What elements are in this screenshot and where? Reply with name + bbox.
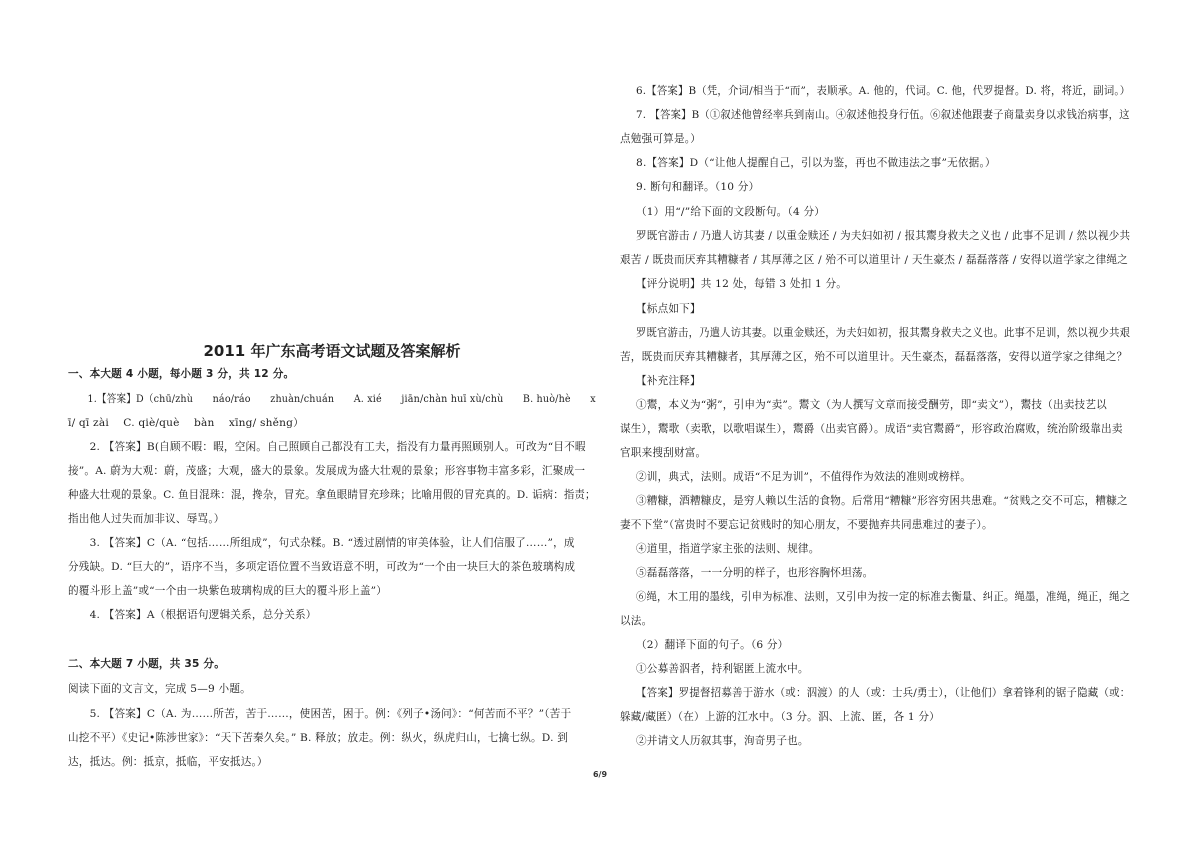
text-line: 山挖不平）《史记•陈涉世家》：“天下苦秦久矣。” B. 释放；放走。例：纵火，纵虎归山，七擒七纵。D. 到 <box>68 732 569 744</box>
text-line: 【答案】罗提督招募善于游水（或：泅渡）的人（或：士兵/勇士），（让他们）拿着锋利的锯子隐藏（或： <box>636 687 1131 699</box>
text-line: 阅读下面的文言文，完成 5—9 小题。 <box>68 683 251 695</box>
text-line: 2. 【答案】B(自顾不暇：暇，空闲。自己照顾自己都没有工夫，指没有力量再照顾别人。可改为“目不暇 <box>68 441 586 453</box>
text-line: 指出他人过失而加非议、辱骂。） <box>68 513 225 525</box>
text-line: 达，抵达。例：抵京，抵临，平安抵达。） <box>68 756 268 768</box>
text-line: ②训，典式，法则。成语“不足为训”，不值得作为效法的准则或榜样。 <box>636 471 972 483</box>
text-line: 官职来搜刮财富。 <box>620 447 707 459</box>
text-line: 点勉强可算是。） <box>620 133 702 145</box>
text-line: ③糟糠，酒糟糠皮，是穷人赖以生活的食物。后常用“糟糠”形容穷困共患难。“贫贱之交不可忘，糟糠之 <box>636 495 1128 507</box>
text-line: 【标点如下】 <box>636 303 701 315</box>
page-number: 6/9 <box>592 770 608 779</box>
text-line: （2）翻译下面的句子。（6 分） <box>636 639 789 651</box>
text-line: 7. 【答案】B（①叙述他曾经率兵到南山。④叙述他投身行伍。⑥叙述他跟妻子商量卖身以求钱治病事，这 <box>636 109 1130 121</box>
text-line: 躲藏/藏匿）（在）上游的江水中。（3 分。泅、上流、匿，各 1 分） <box>620 711 940 723</box>
text-line: 的覆斗形上盖”或“一个由一块紫色玻璃构成的巨大的覆斗形上盖”） <box>68 585 388 597</box>
text-line: 接”。A. 蔚为大观：蔚，茂盛；大观，盛大的景象。发展成为盛大壮观的景象；形容事物丰富多彩，汇聚成一 <box>68 465 586 477</box>
text-line: 艰苦 / 既贵而厌弃其糟糠者 / 其厚薄之区 / 殆不可以道里计 / 天生豪杰 / 磊磊落落 / 安得以道学家之律绳之 <box>620 254 1128 266</box>
text-line: 谋生），鬻歌（卖歌，以歌唱谋生），鬻爵（出卖官爵）。成语“卖官鬻爵”，形容政治腐败，统治阶级靠出卖 <box>620 423 1123 435</box>
text-line: ī/ qī zài C. qiè/què bàn xīng/ shěng） <box>68 417 304 429</box>
text-line: 罗既官游击 / 乃遣人访其妻 / 以重金赎还 / 为夫妇如初 / 报其鬻身救夫之义也 / 此事不足训 / 然以视少共 <box>636 230 1131 242</box>
text-line: 【补充注释】 <box>636 375 701 387</box>
text-line: 5. 【答案】C（A. 为……所苦，苦于……，使困苦，困于。例：《列子•汤问》：“何苦而不平？”（苦于 <box>68 708 572 720</box>
text-line: ①公募善泅者，持利锯匿上流水中。 <box>636 663 809 675</box>
section-heading: 二、本大题 7 小题，共 35 分。 <box>68 658 225 670</box>
text-line: 6.【答案】B（凭，介词/相当于“而”，表顺承。A. 他的，代词。C. 他，代罗提督。D. 将，将近，副词。） <box>636 85 1131 97</box>
document-title: 2011 年广东高考语文试题及答案解析 <box>203 342 461 360</box>
text-line: ④道里，指道学家主张的法则、规律。 <box>636 543 820 555</box>
text-line: 1.【答案】D（chū/zhù náo/ráo zhuàn/chuán A. xié jiān/chàn huī xù/chù B. huò/hè x <box>68 393 596 405</box>
text-line: 分残缺。D. “巨大的”，语序不当，多项定语位置不当致语意不明，可改为“一个由一块巨大的茶色玻璃构成 <box>68 561 576 573</box>
text-line: 8.【答案】D（“让他人提醒自己，引以为鉴，再也不做违法之事”无依据。） <box>636 157 996 169</box>
section-heading: 一、本大题 4 小题，每小题 3 分，共 12 分。 <box>68 368 295 380</box>
text-line: 9. 断句和翻译。（10 分） <box>636 181 760 193</box>
text-line: 罗既官游击，乃遣人访其妻。以重金赎还，为夫妇如初，报其鬻身救夫之义也。此事不足训，然以视少共艰 <box>636 327 1131 339</box>
text-line: 【评分说明】共 12 处，每错 3 处扣 1 分。 <box>636 278 848 290</box>
text-line: （1）用“/”给下面的文段断句。（4 分） <box>636 206 826 218</box>
text-line: 苦，既贵而厌弃其糟糠者，其厚薄之区，殆不可以道里计。天生豪杰，磊磊落落，安得以道学家之律绳之？ <box>620 351 1128 363</box>
text-line: 4. 【答案】A（根据语句逻辑关系，总分关系） <box>68 609 317 621</box>
text-line: 3. 【答案】C（A. “包括……所组成”，句式杂糅。B. “透过剧情的审美体验，让人们信服了……”，成 <box>68 537 575 549</box>
text-line: ⑤磊磊落落，一一分明的样子，也形容胸怀坦荡。 <box>636 567 874 579</box>
text-line: ②并请文人历叙其事，洵奇男子也。 <box>636 735 809 747</box>
text-line: 妻不下堂”（富贵时不要忘记贫贱时的知心朋友，不要抛弃共同患难过的妻子）。 <box>620 519 993 531</box>
text-line: ⑥绳，木工用的墨线，引申为标准、法则，又引申为按一定的标准去衡量、纠正。绳墨，准绳，绳正，绳之 <box>636 591 1131 603</box>
text-line: 种盛大壮观的景象。C. 鱼目混珠：混，搀杂，冒充。拿鱼眼睛冒充珍珠；比喻用假的冒充真的。D. 诟病：指责； <box>68 489 596 501</box>
text-line: 以法。 <box>620 615 653 627</box>
text-line: ①鬻，本义为“粥”，引申为“卖”。鬻文（为人撰写文章而接受酬劳，即“卖文”），鬻技（出卖技艺以 <box>636 399 1107 411</box>
